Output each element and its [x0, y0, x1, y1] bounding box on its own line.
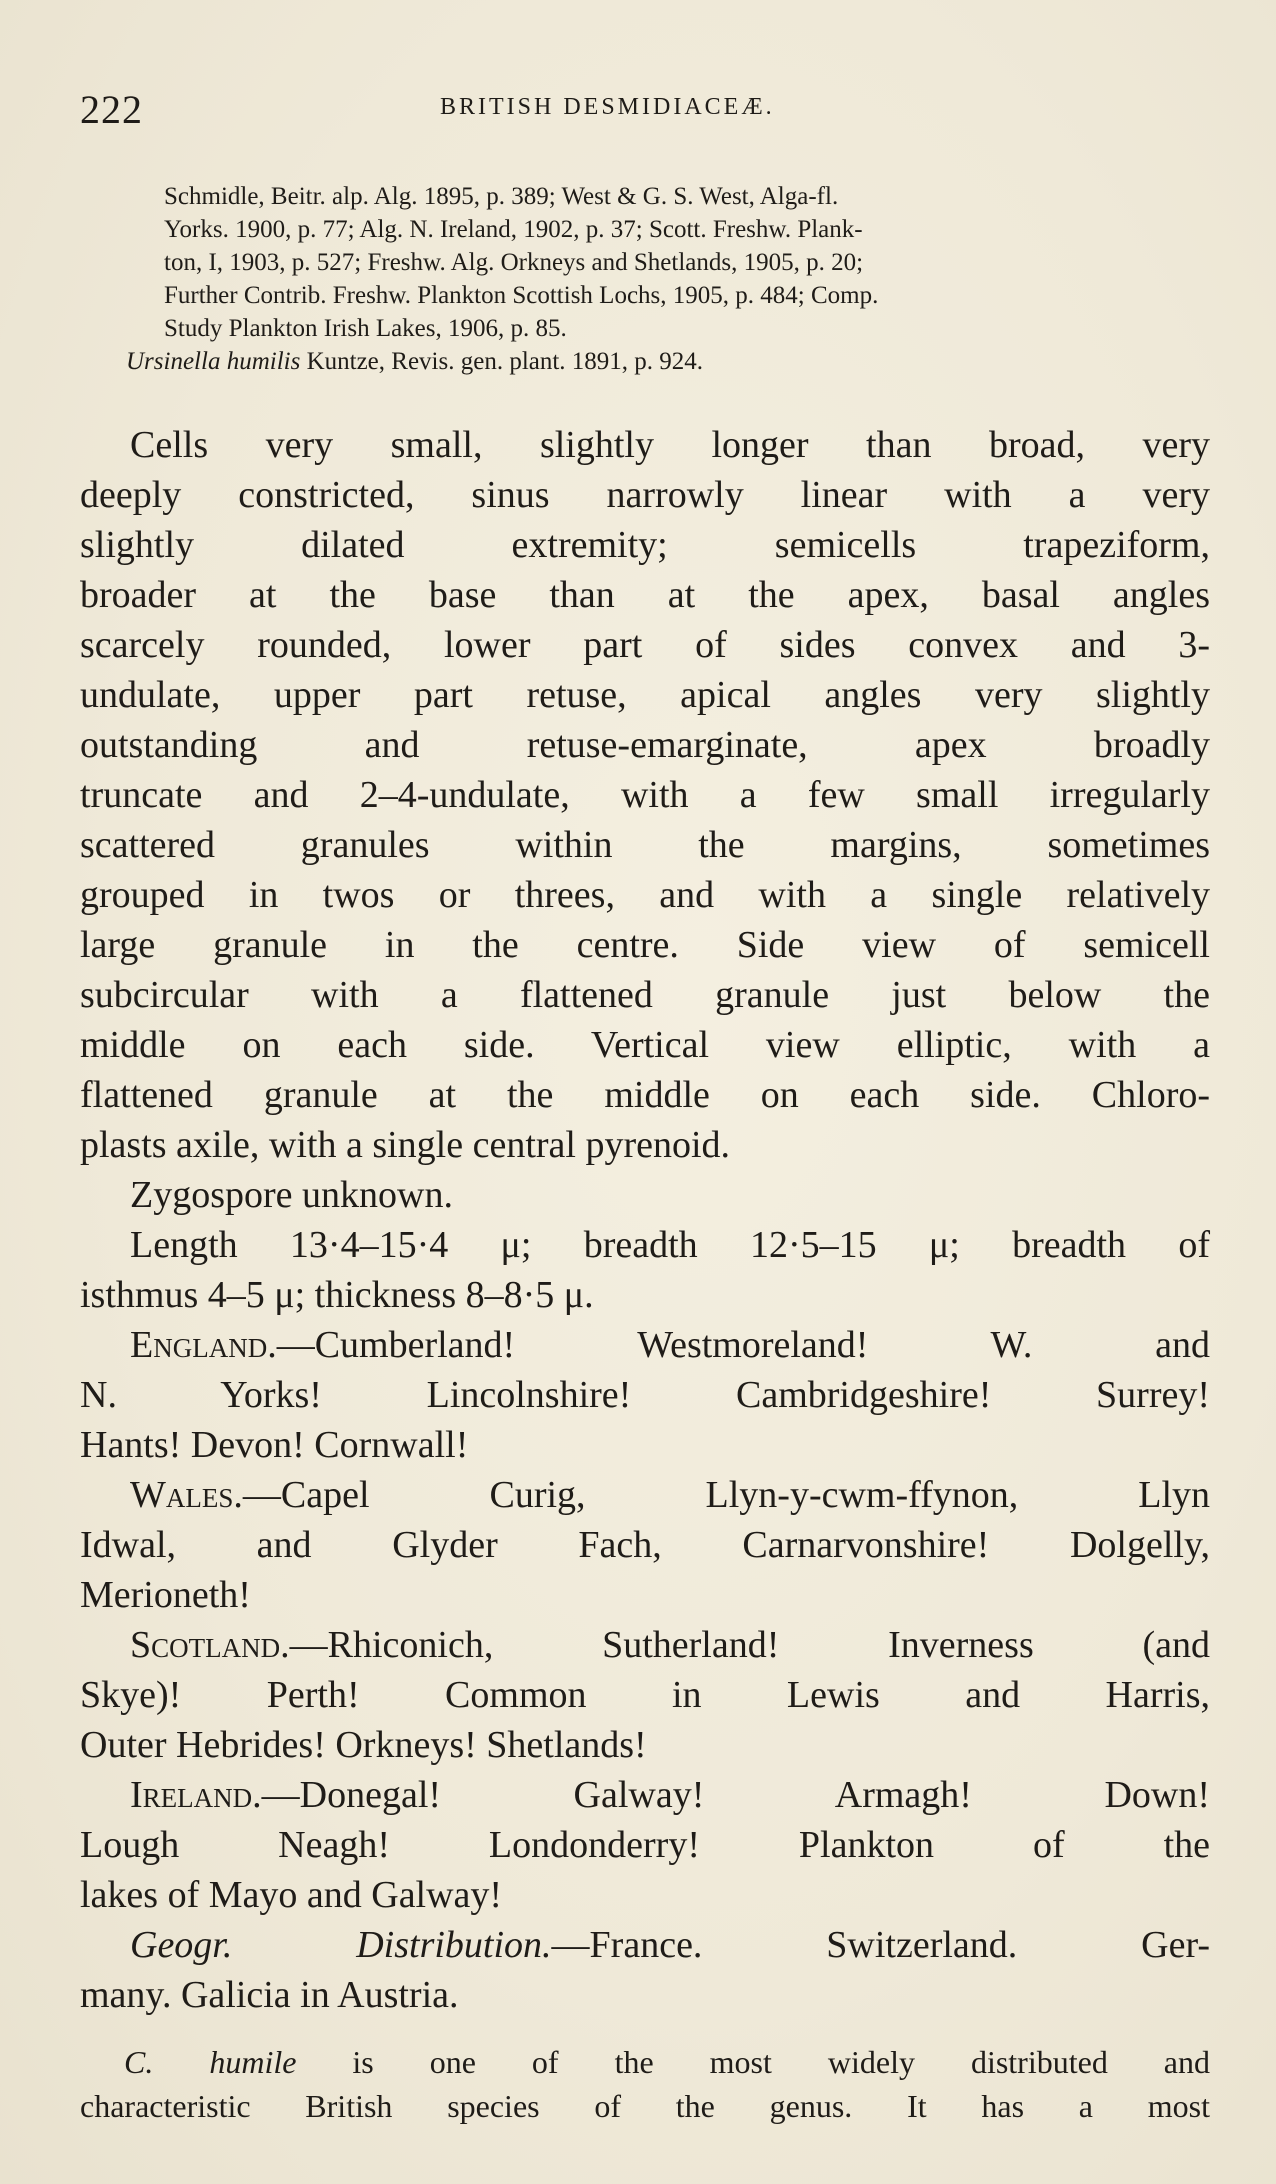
species-description: [80, 420, 1210, 2020]
distribution-text: —Capel Curig, Llyn-y-cwm-ffynon, Llyn: [242, 1474, 1210, 1516]
reference-line: Schmidle, Beitr. alp. Alg. 1895, p. 389; West & G. S. West, Alga-fl.: [164, 183, 839, 210]
zygospore-line: Zygospore unknown.: [130, 1174, 453, 1216]
synonym-citation: Kuntze, Revis. gen. plant. 1891, p. 924.: [300, 348, 704, 375]
reference-line: ton, I, 1903, p. 527; Freshw. Alg. Orkneys and Shetlands, 1905, p. 20;: [164, 249, 864, 276]
note-line: [80, 2040, 1210, 2084]
description-line: undulate, upper part retuse, apical angles very slightly: [80, 674, 1210, 716]
synonym-name: Ursinella humilis: [126, 348, 301, 375]
species-note: [80, 2040, 1210, 2128]
description-line: large granule in the centre. Side view of semicell: [80, 924, 1210, 966]
distribution-scotland: [80, 1620, 1210, 1670]
page-header: [80, 86, 1210, 136]
distribution-line: Merioneth!: [80, 1574, 251, 1616]
distribution-text: —Rhiconich, Sutherland! Inverness (and: [289, 1624, 1210, 1666]
distribution-line: lakes of Mayo and Galway!: [80, 1874, 503, 1916]
distribution-line: Outer Hebrides! Orkneys! Shetlands!: [80, 1724, 647, 1766]
page-number: 222: [80, 87, 143, 132]
dimensions-line: Length 13·4–15·4 μ; breadth 12·5–15 μ; breadth of: [130, 1224, 1210, 1266]
reference-line: Study Plankton Irish Lakes, 1906, p. 85.: [164, 315, 567, 342]
species-name: C. humile: [124, 2044, 297, 2080]
description-line: scarcely rounded, lower part of sides convex and 3-: [80, 624, 1210, 666]
geographic-distribution: [80, 1920, 1210, 1970]
distribution-ireland: [80, 1770, 1210, 1820]
distribution-text: —France. Switzerland. Ger-: [551, 1924, 1210, 1966]
description-line: broader at the base than at the apex, basal angles: [80, 574, 1210, 616]
region-label-wales: Wales.: [130, 1474, 243, 1516]
description-line: grouped in twos or threes, and with a single relatively: [80, 874, 1210, 916]
note-line: characteristic British species of the genus. It has a most: [80, 2088, 1210, 2124]
description-line: Cells very small, slightly longer than broad, very: [130, 424, 1210, 466]
note-text: is one of the most widely distributed and: [296, 2044, 1210, 2080]
distribution-line: Skye)! Perth! Common in Lewis and Harris,: [80, 1674, 1210, 1716]
description-line: subcircular with a flattened granule just below the: [80, 974, 1210, 1016]
description-line: truncate and 2–4-undulate, with a few small irregularly: [80, 774, 1210, 816]
geogr-label: Geogr. Distribution.: [130, 1924, 552, 1966]
region-label-england: England.: [130, 1324, 277, 1366]
dimensions-line: isthmus 4–5 μ; thickness 8–8·5 μ.: [80, 1274, 594, 1316]
distribution-line: Lough Neagh! Londonderry! Plankton of the: [80, 1824, 1210, 1866]
running-title: BRITISH DESMIDIACEÆ.: [440, 94, 775, 120]
synonym-line: [80, 345, 1220, 378]
distribution-line: many. Galicia in Austria.: [80, 1974, 459, 2016]
references-block: [80, 180, 1220, 378]
region-label-ireland: Ireland.: [130, 1774, 262, 1816]
distribution-text: —Cumberland! Westmoreland! W. and: [276, 1324, 1210, 1366]
description-line: outstanding and retuse-emarginate, apex broadly: [80, 724, 1210, 766]
distribution-line: Idwal, and Glyder Fach, Carnarvonshire! Dolgelly,: [80, 1524, 1210, 1566]
description-line: slightly dilated extremity; semicells trapeziform,: [80, 524, 1210, 566]
description-line: flattened granule at the middle on each side. Chloro-: [80, 1074, 1210, 1116]
distribution-text: —Donegal! Galway! Armagh! Down!: [261, 1774, 1210, 1816]
distribution-england: [80, 1320, 1210, 1370]
distribution-line: Hants! Devon! Cornwall!: [80, 1424, 469, 1466]
reference-line: Yorks. 1900, p. 77; Alg. N. Ireland, 1902, p. 37; Scott. Freshw. Plank-: [164, 216, 863, 243]
description-line: deeply constricted, sinus narrowly linear with a very: [80, 474, 1210, 516]
description-line: plasts axile, with a single central pyrenoid.: [80, 1124, 731, 1166]
region-label-scotland: Scotland.: [130, 1624, 290, 1666]
reference-line: Further Contrib. Freshw. Plankton Scottish Lochs, 1905, p. 484; Comp.: [164, 282, 879, 309]
distribution-wales: [80, 1470, 1210, 1520]
description-line: middle on each side. Vertical view elliptic, with a: [80, 1024, 1210, 1066]
description-line: scattered granules within the margins, sometimes: [80, 824, 1210, 866]
distribution-line: N. Yorks! Lincolnshire! Cambridgeshire! Surrey!: [80, 1374, 1210, 1416]
